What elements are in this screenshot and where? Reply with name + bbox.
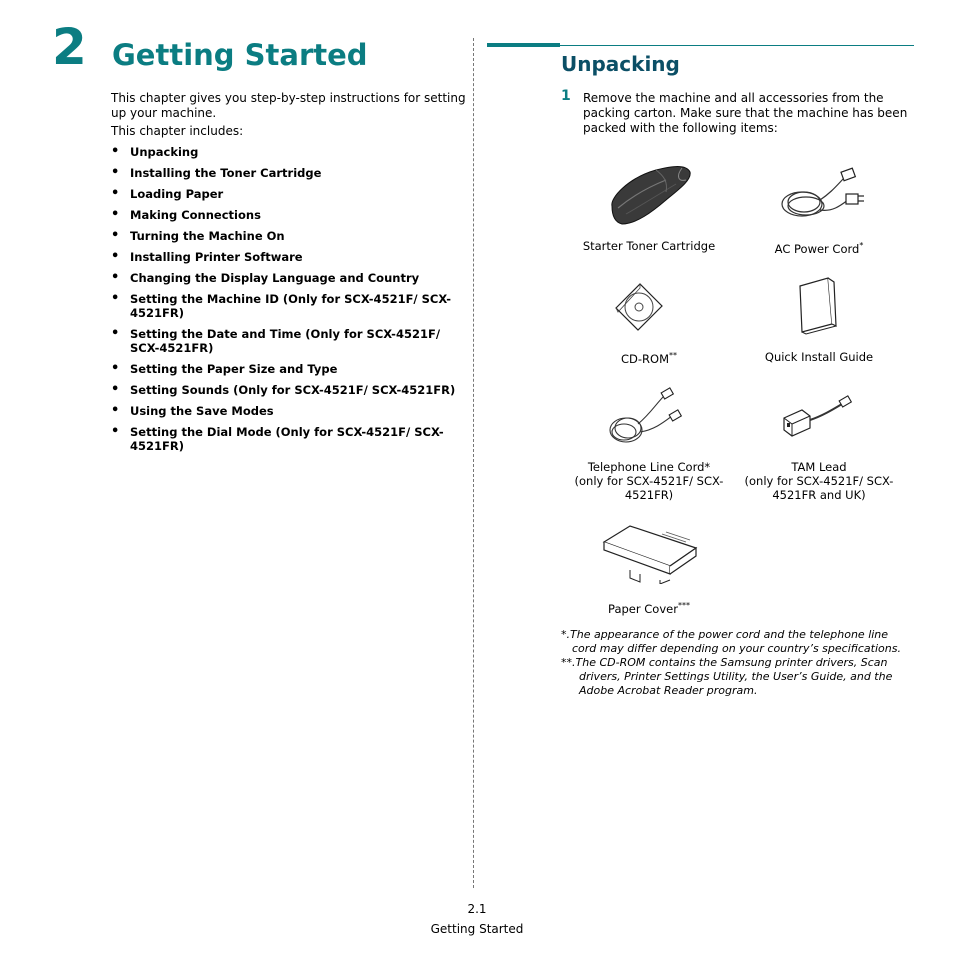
power-cord-footnote-mark: * [859, 241, 864, 250]
power-cord-caption [748, 239, 890, 256]
topic-item[interactable]: • Loading Paper [111, 187, 471, 201]
section-rule [560, 45, 914, 46]
toner-label: Starter Toner Cartridge [582, 239, 716, 253]
column-divider [473, 38, 474, 888]
section-rule-accent [487, 43, 560, 47]
topic-item[interactable]: • Setting the Machine ID (Only for SCX-4521F/ SCX-4521FR) [111, 292, 471, 320]
step-text: Remove the machine and all accessories from the packing carton. Make sure that the machine has been packed with the following items: [583, 91, 908, 135]
tam-lead-caption [740, 460, 898, 502]
topic-item[interactable]: • Changing the Display Language and Country [111, 271, 471, 285]
topic-item[interactable]: • Setting the Paper Size and Type [111, 362, 471, 376]
guide-caption [748, 350, 890, 364]
topic-item[interactable]: • Unpacking [111, 145, 471, 159]
quick-install-guide-image [796, 276, 840, 336]
topic-item[interactable]: • Installing Printer Software [111, 250, 471, 264]
topic-list [111, 145, 471, 460]
topic-item[interactable]: • Installing the Toner Cartridge [111, 166, 471, 180]
footnote-cd-rom: **.The CD-ROM contains the Samsung printer drivers, Scan drivers, Printer Settings Utility, the User’s Guide, and the Adobe Acrobat Reader program. [561, 656, 893, 697]
toner-cartridge-image [606, 162, 692, 228]
telephone-cord-caption [570, 460, 728, 502]
step-number: 1 [561, 88, 571, 104]
tam-lead-image [780, 394, 856, 438]
tam-lead-note-cont: 4521FR and UK) [772, 488, 866, 502]
telephone-cord-note-cont: 4521FR) [624, 488, 674, 502]
tam-lead-label: TAM Lead [791, 460, 847, 474]
paper-cover-footnote-mark: *** [677, 601, 690, 610]
power-cord-label: AC Power Cord [774, 241, 860, 256]
topic-item[interactable]: • Turning the Machine On [111, 229, 471, 243]
footnote-power-cord: *.The appearance of the power cord and the telephone line cord may differ depending on your country’s specifications. [561, 628, 901, 655]
page-number: 2.1 [467, 902, 487, 916]
topic-item[interactable]: • Making Connections [111, 208, 471, 222]
paper-cover-caption [578, 599, 720, 616]
section-title: Unpacking [561, 52, 680, 76]
topic-item[interactable]: • Setting the Date and Time (Only for SCX-4521F/ SCX-4521FR) [111, 327, 471, 355]
cd-rom-image [610, 278, 666, 334]
toner-caption [578, 239, 720, 253]
topic-item[interactable]: • Setting the Dial Mode (Only for SCX-4521F/ SCX-4521FR) [111, 425, 471, 453]
topic-item[interactable]: • Using the Save Modes [111, 404, 471, 418]
cd-rom-footnote-mark: ** [669, 351, 677, 360]
chapter-title: Getting Started [112, 38, 368, 72]
paper-cover-label: Paper Cover [608, 601, 678, 616]
cd-rom-label: CD-ROM [621, 351, 669, 366]
footnotes [561, 628, 911, 698]
tam-lead-note: (only for SCX-4521F/ SCX- [744, 474, 894, 488]
power-cord-image [776, 166, 866, 224]
chapter-number: 2 [52, 18, 87, 76]
footer-title: Getting Started [430, 922, 524, 936]
telephone-line-cord-image [604, 386, 686, 448]
guide-label: Quick Install Guide [764, 350, 874, 364]
cd-rom-caption [578, 349, 720, 366]
telephone-cord-label: Telephone Line Cord* [587, 460, 711, 474]
topic-item[interactable]: • Setting Sounds (Only for SCX-4521F/ SCX-4521FR) [111, 383, 471, 397]
telephone-cord-note: (only for SCX-4521F/ SCX- [574, 474, 724, 488]
chapter-intro: This chapter gives you step-by-step instructions for setting up your machine. [111, 91, 466, 120]
includes-label: This chapter includes: [111, 124, 244, 138]
paper-cover-image [600, 520, 698, 584]
